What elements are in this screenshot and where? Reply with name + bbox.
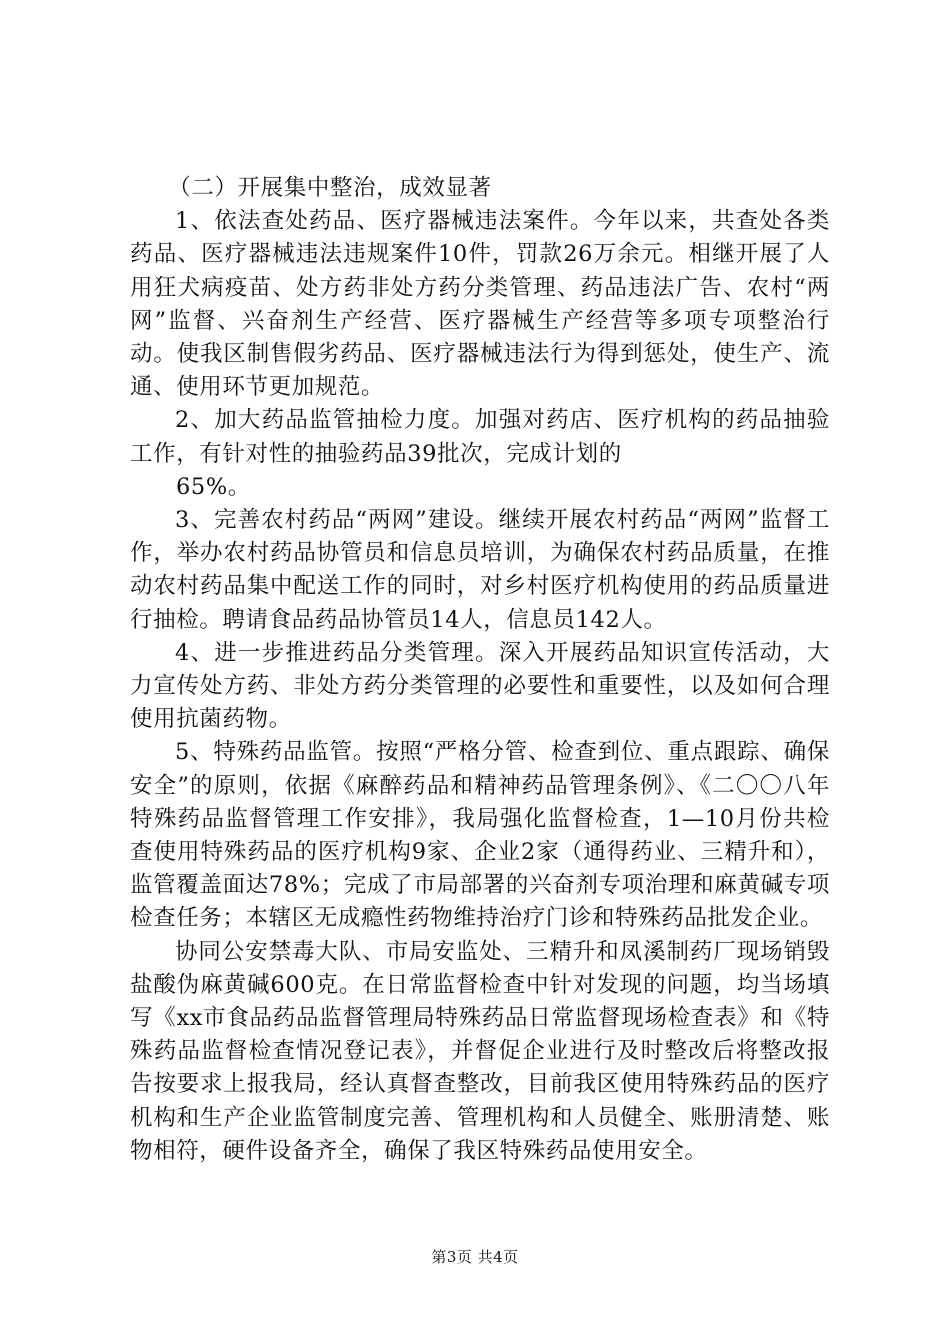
paragraph-6: 协同公安禁毒大队、市局安监处、三精升和凤溪制药厂现场销毁盐酸伪麻黄碱600克。在日常监督检查中针对发现的问题，均当场填写《xx市食品药品监督管理局特殊药品日常监督现场检查表》和《特殊药品监督检查情况登记表》，并督促企业进行及时整改后将整改报告按要求上报我局，经认真督查整改，目前我区使用特殊药品的医疗机构和生产企业监管制度完善、管理机构和人员健全、账册清楚、账物相符，硬件设备齐全，确保了我区特殊药品使用安全。 xyxy=(130,938,830,1164)
document-body xyxy=(130,172,830,1168)
paragraph-2-continued: 65%。 xyxy=(176,473,251,500)
paragraph-3: 3、完善农村药品“两网”建设。继续开展农村药品“两网”监督工作，举办农村药品协管员和信息员培训，为确保农村药品质量，在推动农村药品集中配送工作的同时，对乡村医疗机构使用的药品质量进行抽检。聘请食品药品协管员14人，信息员142人。 xyxy=(130,507,830,633)
paragraph-2: 2、加大药品监管抽检力度。加强对药店、医疗机构的药品抽验工作，有针对性的抽验药品39批次，完成计划的 xyxy=(130,407,830,467)
paragraph-4: 4、进一步推进药品分类管理。深入开展药品知识宣传活动，大力宣传处方药、非处方药分类管理的必要性和重要性，以及如何合理使用抗菌药物。 xyxy=(130,639,830,733)
page-footer: 第3页 共4页 xyxy=(431,1248,519,1266)
section-heading: （二）开展集中整治，成效显著 xyxy=(168,175,492,201)
paragraph-5: 5、特殊药品监管。按照“严格分管、检查到位、重点跟踪、确保安全”的原则，依据《麻醉药品和精神药品管理条例》、《二〇〇八年特殊药品监督管理工作安排》，我局强化监督检查，1—10月份共检查使用特殊药品的医疗机构9家、企业2家（通得药业、三精升和），监管覆盖面达78%；完成了市局部署的兴奋剂专项治理和麻黄碱专项检查任务；本辖区无成瘾性药物维持治疗门诊和特殊药品批发企业。 xyxy=(130,739,830,932)
paragraph-1: 1、依法查处药品、医疗器械违法案件。今年以来，共查处各类药品、医疗器械违法违规案件10件，罚款26万余元。相继开展了人用狂犬病疫苗、处方药非处方药分类管理、药品违法广告、农村“两网”监督、兴奋剂生产经营、医疗器械生产经营等多项专项整治行动。使我区制售假劣药品、医疗器械违法行为得到惩处，使生产、流通、使用环节更加规范。 xyxy=(130,208,830,401)
